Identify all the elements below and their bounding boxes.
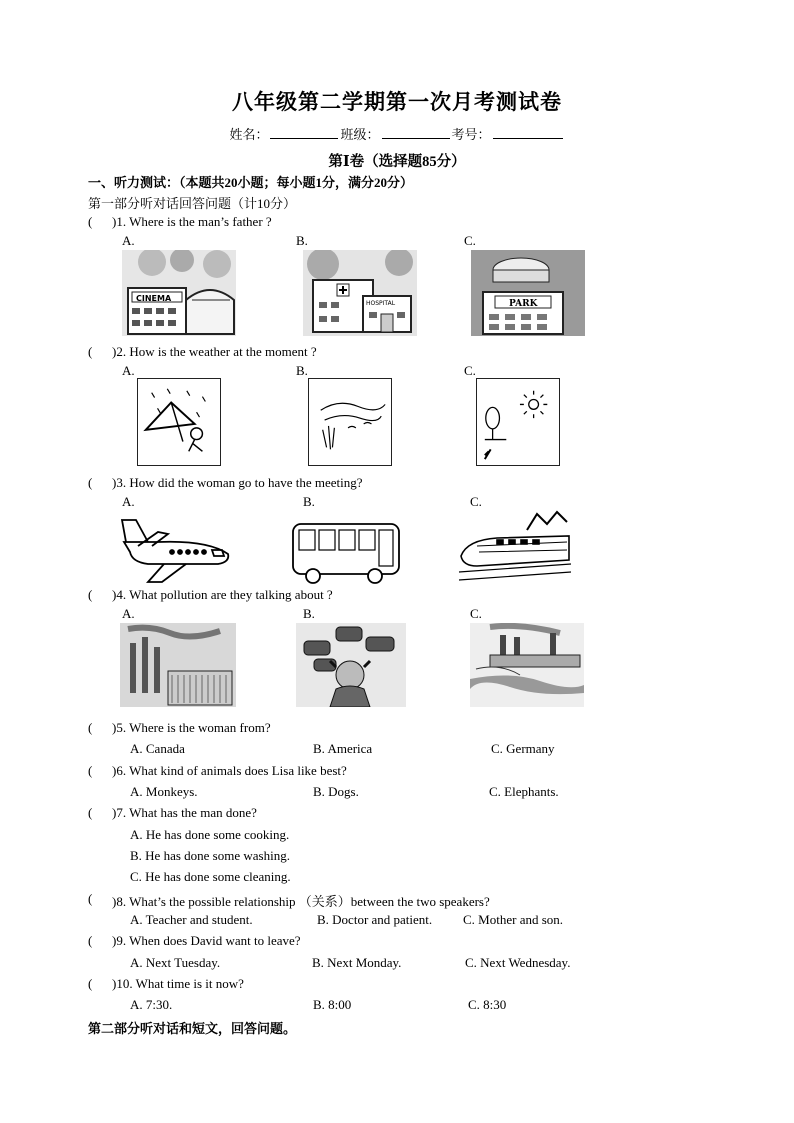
option-c[interactable]: C. [470, 494, 482, 509]
option-a[interactable]: A. 7:30. [130, 997, 173, 1012]
subsection-heading-2: 第二部分听对话和短文，回答问题。 [88, 1021, 297, 1036]
question-text: )10. What time is it now? [112, 976, 244, 991]
option-a[interactable]: A. [122, 494, 135, 509]
option-a[interactable]: A. He has done some cooking. [130, 827, 290, 842]
train-image [457, 510, 573, 586]
question-text: )3. How did the woman go to have the meeting? [112, 475, 363, 490]
answer-paren[interactable]: ( [88, 214, 93, 229]
exam-no-label: 考号： [451, 127, 491, 142]
sunny-image [476, 378, 560, 466]
answer-paren[interactable]: ( [88, 720, 93, 735]
question-text: )8. What’s the possible relationship （关系）between the two speakers? [112, 894, 490, 909]
option-a[interactable]: A. Canada [130, 741, 185, 756]
option-a[interactable]: A. [122, 233, 135, 248]
svg-text:CINEMA: CINEMA [136, 294, 172, 303]
option-b[interactable]: B. Dogs. [313, 784, 359, 799]
option-c[interactable]: C. Mother and son. [463, 912, 564, 927]
park-image [471, 250, 585, 336]
option-b[interactable]: B. [296, 363, 308, 378]
answer-paren[interactable]: ( [88, 587, 93, 602]
option-b[interactable]: B. Next Monday. [312, 955, 402, 970]
answer-paren[interactable]: ( [88, 933, 93, 948]
exam-no-blank[interactable] [493, 126, 563, 139]
option-b[interactable]: B. America [313, 741, 373, 756]
question-text: )7. What has the man done? [112, 805, 257, 820]
air-pollution-image [120, 623, 236, 707]
part-heading: 第Ⅰ卷（选择题85分） [328, 154, 466, 170]
option-a[interactable]: A. Monkeys. [130, 784, 198, 799]
question-text: )2. How is the weather at the moment ? [112, 344, 317, 359]
class-blank[interactable] [382, 126, 450, 139]
answer-paren[interactable]: ( [88, 763, 93, 778]
option-b[interactable]: B. Doctor and patient. [317, 912, 433, 927]
question-text: )4. What pollution are they talking about ? [112, 587, 333, 602]
name-label: 姓名： [229, 127, 269, 142]
subsection-heading: 第一部分听对话回答问题（计10分） [88, 196, 297, 211]
answer-paren[interactable]: ( [88, 475, 93, 490]
question-text: )9. When does David want to leave? [112, 933, 301, 948]
section-heading: 一、听力测试：（本题共20小题；每小题1分，满分20分） [88, 175, 414, 190]
answer-paren[interactable]: ( [88, 976, 93, 991]
question-text: )1. Where is the man’s father ? [112, 214, 272, 229]
option-b[interactable]: B. [296, 233, 308, 248]
answer-paren[interactable]: ( [88, 805, 93, 820]
option-a[interactable]: A. [122, 606, 135, 621]
svg-text:PARK: PARK [509, 299, 538, 309]
option-b[interactable]: B. 8:00 [313, 997, 352, 1012]
windy-image [308, 378, 392, 466]
option-c[interactable]: C. 8:30 [468, 997, 507, 1012]
option-c[interactable]: C. [464, 363, 476, 378]
water-pollution-image [470, 623, 584, 707]
noise-pollution-image [296, 623, 406, 707]
option-c[interactable]: C. [470, 606, 482, 621]
option-b[interactable]: B. He has done some washing. [130, 848, 290, 863]
option-c[interactable]: C. Next Wednesday. [465, 955, 571, 970]
question-text: )6. What kind of animals does Lisa like best? [112, 763, 347, 778]
class-label: 班级： [340, 127, 380, 142]
rainy-image [137, 378, 221, 466]
option-c[interactable]: C. Germany [491, 741, 555, 756]
option-c[interactable]: C. He has done some cleaning. [130, 869, 291, 884]
bus-image [289, 518, 403, 586]
cinema-image [122, 250, 236, 336]
page-title: 八年级第二学期第一次月考测试卷 [232, 90, 562, 114]
question-text: )5. Where is the woman from? [112, 720, 271, 735]
name-blank[interactable] [270, 126, 338, 139]
option-b[interactable]: B. [303, 494, 315, 509]
student-info-line [0, 124, 794, 143]
option-c[interactable]: C. Elephants. [489, 784, 559, 799]
option-a[interactable]: A. [122, 363, 135, 378]
option-a[interactable]: A. Teacher and student. [130, 912, 253, 927]
answer-paren[interactable]: ( [88, 344, 93, 359]
option-b[interactable]: B. [303, 606, 315, 621]
answer-paren[interactable]: ( [88, 891, 93, 906]
svg-text:HOSPITAL: HOSPITAL [366, 300, 396, 307]
option-c[interactable]: C. [464, 233, 476, 248]
hospital-image [303, 250, 417, 336]
option-a[interactable]: A. Next Tuesday. [130, 955, 221, 970]
airplane-image [118, 512, 238, 586]
